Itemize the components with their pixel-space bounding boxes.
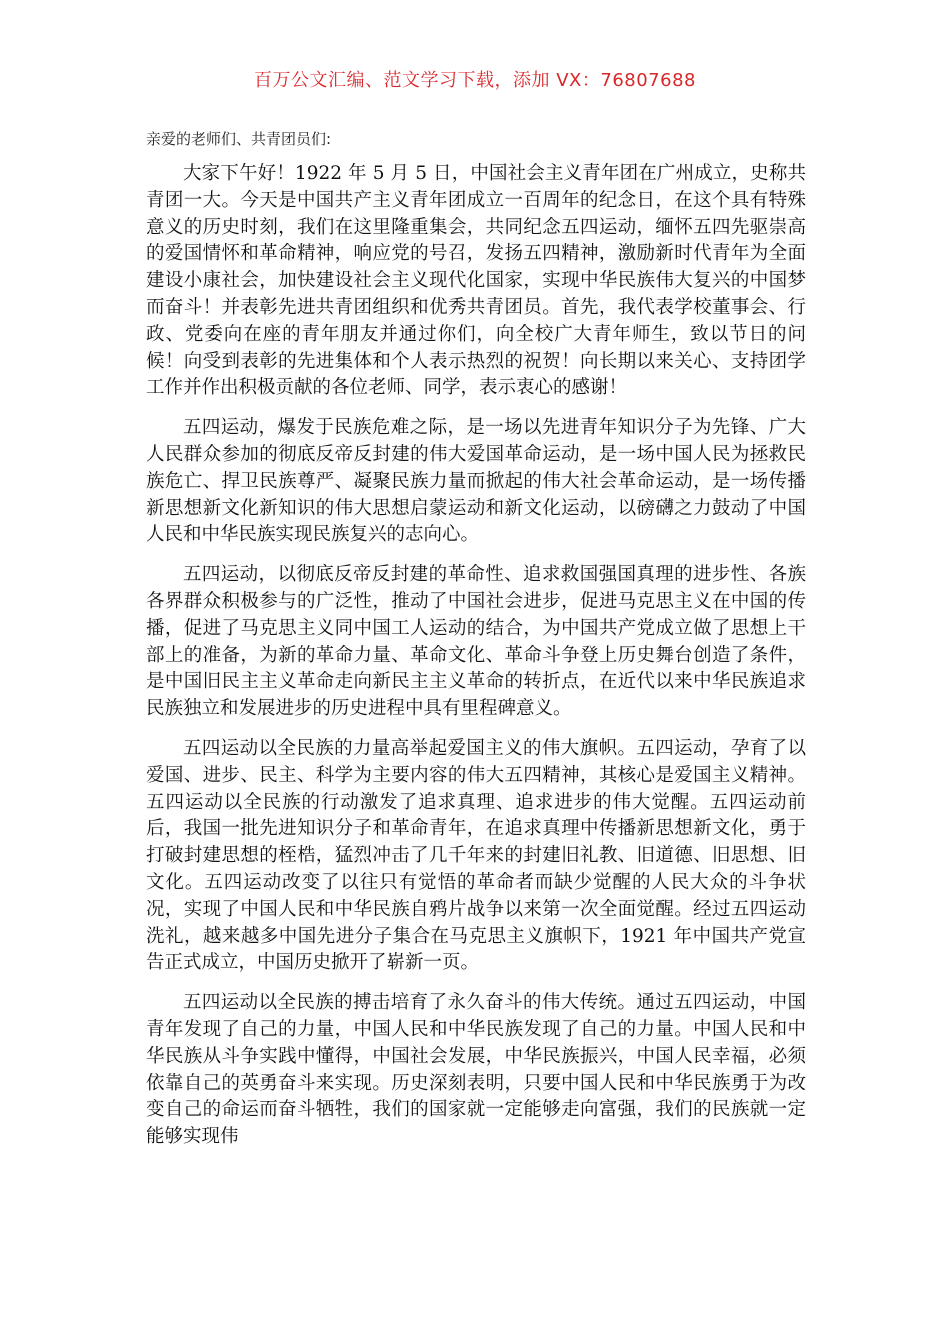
- paragraph-2: 五四运动，爆发于民族危难之际，是一场以先进青年知识分子为先锋、广大人民群众参加的彻底反帝反封建的伟大爱国革命运动，是一场中国人民为拯救民族危亡、捍卫民族尊严、凝聚民族力量而掀起的伟大社会革命运动，是一场传播新思想新文化新知识的伟大思想启蒙运动和新文化运动，以磅礴之力鼓动了中国人民和中华民族实现民族复兴的志向心。: [146, 417, 806, 546]
- paragraph-1: 大家下午好！1922 年 5 月 5 日，中国社会主义青年团在广州成立，史称共青团一大。今天是中国共产主义青年团成立一百周年的纪念日，在这个具有特殊意义的历史时刻，我们在这里隆重集会，共同纪念五四运动，缅怀五四先驱崇高的爱国情怀和革命精神，响应党的号召，发扬五四精神，激励新时代青年为全面建设小康社会，加快建设社会主义现代化国家，实现中华民族伟大复兴的中国梦而奋斗！并表彰先进共青团组织和优秀共青团员。首先，我代表学校董事会、行政、党委向在座的青年朋友并通过你们，向全校广大青年师生，致以节日的问候！向受到表彰的先进集体和个人表示热烈的祝贺！向长期以来关心、支持团学工作并作出积极贡献的各位老师、同学，表示衷心的感谢！: [146, 163, 806, 399]
- paragraph-5: 五四运动以全民族的搏击培育了永久奋斗的伟大传统。通过五四运动，中国青年发现了自己的力量，中国人民和中华民族发现了自己的力量。中国人民和中华民族从斗争实践中懂得，中国社会发展，中华民族振兴，中国人民幸福，必须依靠自己的英勇奋斗来实现。历史深刻表明，只要中国人民和中华民族勇于为改变自己的命运而奋斗牺牲，我们的国家就一定能够走向富强，我们的民族就一定能够实现伟: [146, 992, 806, 1148]
- document-body: [146, 161, 806, 1164]
- paragraph-3: 五四运动，以彻底反帝反封建的革命性、追求救国强国真理的进步性、各族各界群众积极参与的广泛性，推动了中国社会进步，促进马克思主义在中国的传播，促进了马克思主义同中国工人运动的结合，为中国共产党成立做了思想上干部上的准备，为新的革命力量、革命文化、革命斗争登上历史舞台创造了条件，是中国旧民主主义革命走向新民主主义革命的转折点，在近代以来中华民族追求民族独立和发展进步的历史进程中具有里程碑意义。: [146, 564, 806, 720]
- greeting: 亲爱的老师们、共青团员们:: [146, 130, 332, 148]
- header-banner: 百万公文汇编、范文学习下载，添加 VX：76807688: [254, 70, 696, 91]
- paragraph-4: 五四运动以全民族的力量高举起爱国主义的伟大旗帜。五四运动，孕育了以爱国、进步、民主、科学为主要内容的伟大五四精神，其核心是爱国主义精神。五四运动以全民族的行动激发了追求真理、追求进步的伟大觉醒。五四运动前后，我国一批先进知识分子和革命青年，在追求真理中传播新思想新文化，勇于打破封建思想的桎梏，猛烈冲击了几千年来的封建旧礼教、旧道德、旧思想、旧文化。五四运动改变了以往只有觉悟的革命者而缺少觉醒的人民大众的斗争状况，实现了中国人民和中华民族自鸦片战争以来第一次全面觉醒。经过五四运动洗礼，越来越多中国先进分子集合在马克思主义旗帜下，1921 年中国共产党宣告正式成立，中国历史掀开了崭新一页。: [146, 737, 806, 974]
